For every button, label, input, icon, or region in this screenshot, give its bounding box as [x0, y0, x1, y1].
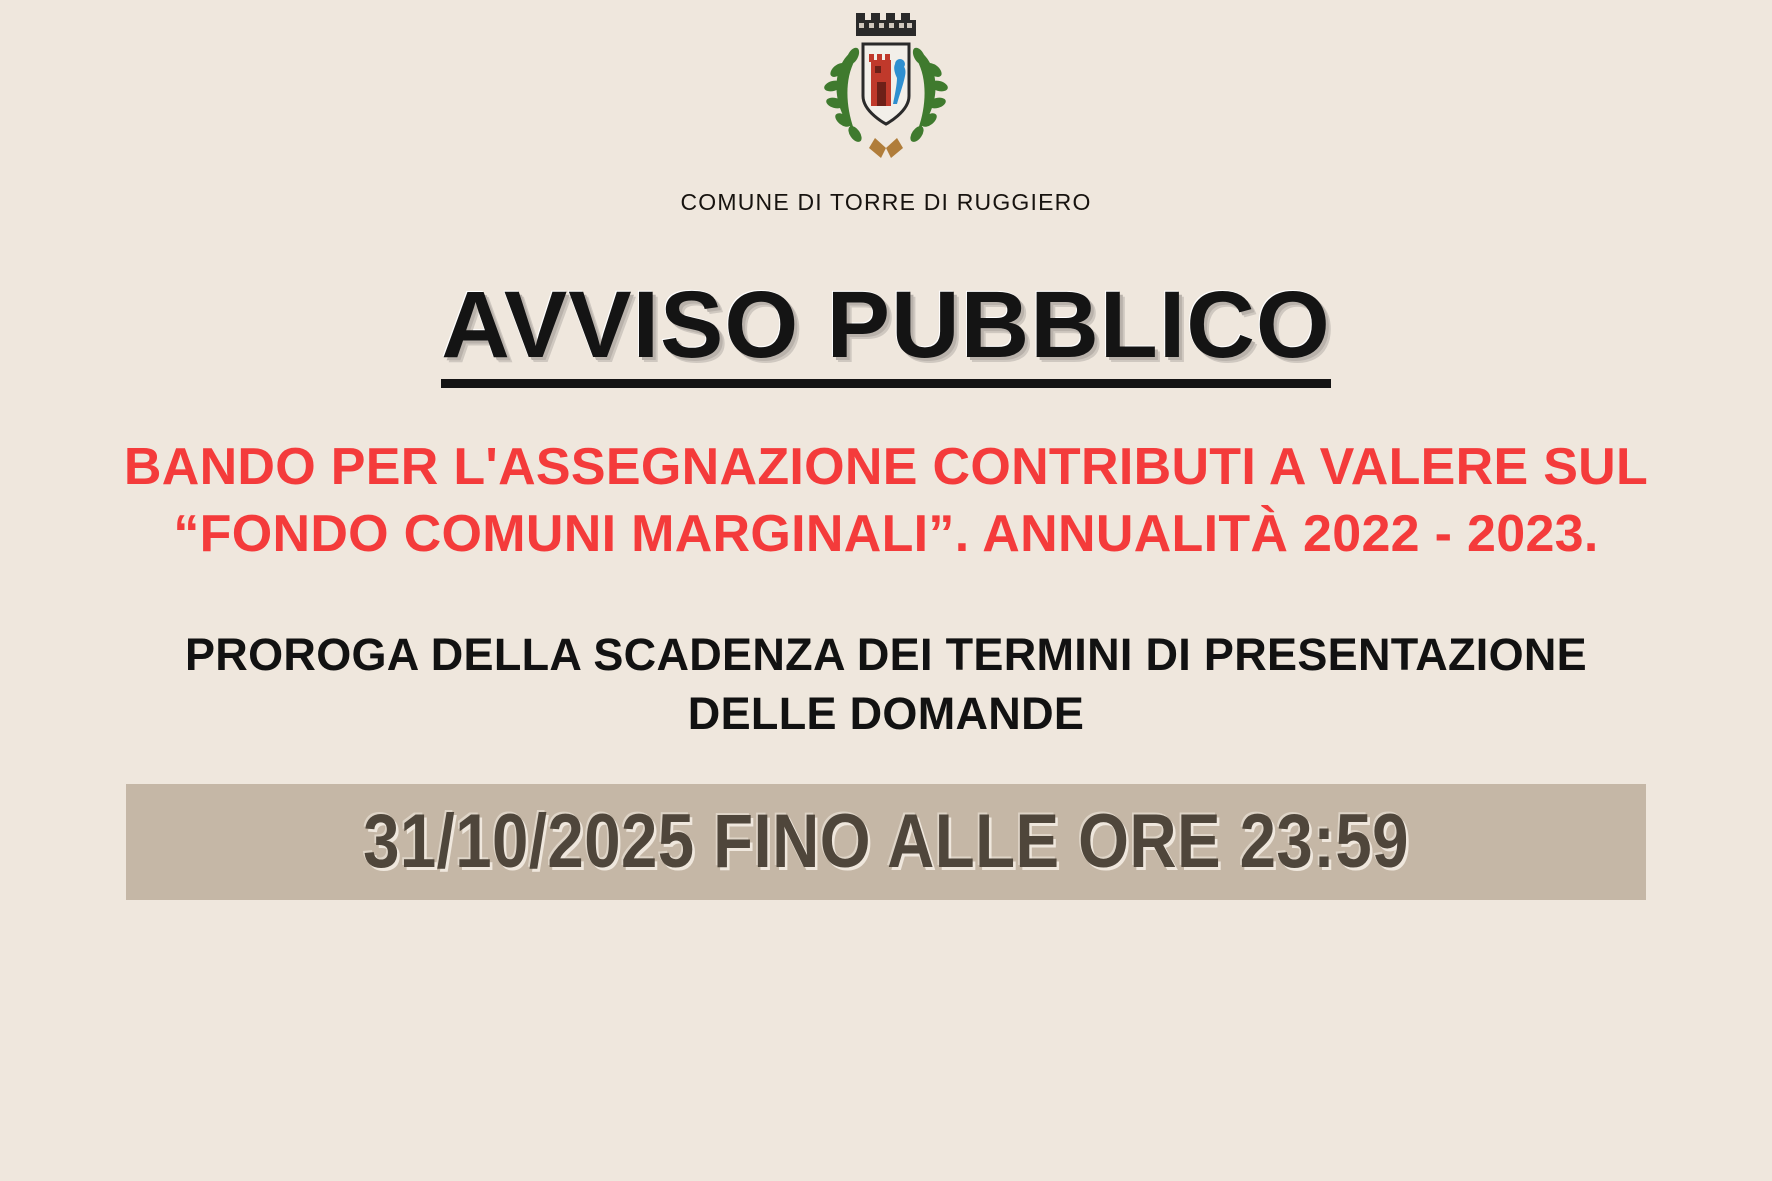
page-title: AVVISO PUBBLICO — [441, 278, 1330, 388]
municipality-name: COMUNE DI TORRE DI RUGGIERO — [680, 189, 1092, 215]
notice-body: PROROGA DELLA SCADENZA DEI TERMINI DI PRESENTAZIONE DELLE DOMANDE — [184, 629, 1587, 740]
deadline-text: 31/10/2025 FINO ALLE ORE 23:59 — [363, 798, 1409, 884]
headline-wrap — [441, 272, 1331, 388]
coat-of-arms-icon — [811, 8, 961, 183]
notice-subtitle: BANDO PER L'ASSEGNAZIONE CONTRIBUTI A VALERE SUL “FONDO COMUNI MARGINALI”. ANNUALITÀ 2022 - 2023. — [123, 438, 1649, 563]
deadline-banner — [126, 784, 1646, 900]
crest-block — [680, 8, 1091, 216]
